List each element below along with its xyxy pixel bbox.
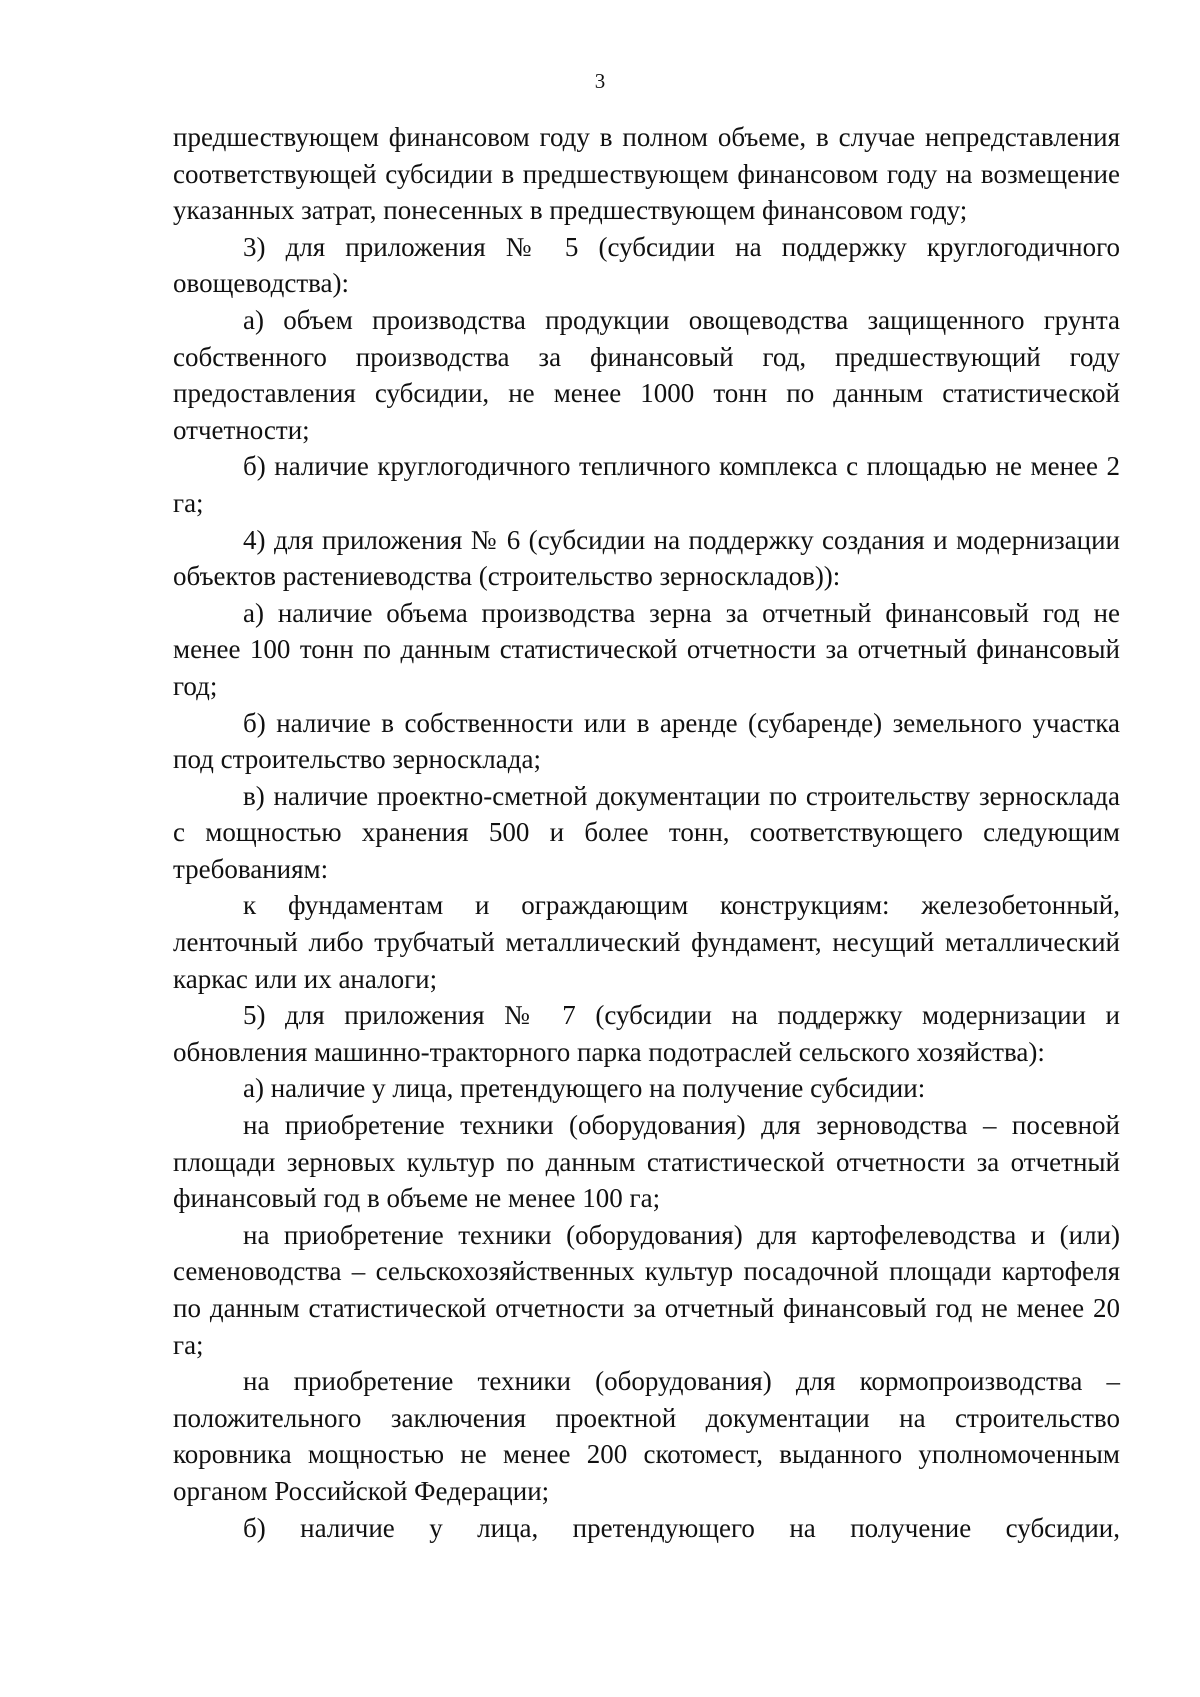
paragraph-fodder-equipment: на приобретение техники (оборудования) для кормопроизводства – положительного заключения проектной документации на строительство коровника мощностью не менее 200 скотомест, выданного уполномоченным органом Российской Федерации; (173, 1366, 1120, 1506)
paragraph-item-4b: б) наличие в собственности или в аренде (субаренде) земельного участка под строительство зерносклада; (173, 707, 1120, 775)
paragraph-continuation: предшествующем финансовом году в полном объеме, в случае непредставления соответствующей субсидии в предшествующем финансовом году на возмещение указанных затрат, понесенных в предшествующем финансовом году; (173, 122, 1120, 226)
paragraph-grain-equipment: на приобретение техники (оборудования) для зерноводства – посевной площади зерновых культур по данным статистической отчетности за отчетный финансовый год в объеме не менее 100 га; (173, 1110, 1120, 1214)
paragraph-item-5b: б) наличие у лица, претендующего на получение субсидии, (243, 1512, 1120, 1543)
paragraph-item-3a: а) объем производства продукции овощеводства защищенного грунта собственного производства за финансовый год, предшествующий году предоставления субсидии, не менее 1000 тонн по данным статистической отчетности; (173, 304, 1120, 445)
paragraph-item-4: 4) для приложения № 6 (субсидии на поддержку создания и модернизации объектов растениеводства (строительство зерноскладов)): (173, 524, 1120, 592)
paragraph-item-5a: а) наличие у лица, претендующего на получение субсидии: (243, 1073, 926, 1104)
document-body (173, 119, 1120, 1546)
paragraph-item-3: 3) для приложения № 5 (субсидии на поддержку круглогодичного овощеводства): (173, 231, 1120, 299)
page-number: 3 (594, 69, 606, 93)
paragraph-item-4a: а) наличие объема производства зерна за отчетный финансовый год не менее 100 тонн по данным статистической отчетности за отчетный финансовый год; (173, 597, 1120, 701)
paragraph-foundation-requirements: к фундаментам и ограждающим конструкциям: железобетонный, ленточный либо трубчатый металлический фундамент, несущий металлический каркас или их аналоги; (173, 890, 1120, 994)
paragraph-item-3b: б) наличие круглогодичного тепличного комплекса с площадью не менее 2 га; (173, 451, 1120, 518)
paragraph-item-5: 5) для приложения № 7 (субсидии на поддержку модернизации и обновления машинно-тракторного парка подотраслей сельского хозяйства): (173, 1000, 1120, 1067)
paragraph-potato-equipment: на приобретение техники (оборудования) для картофелеводства и (или) семеноводства – сельскохозяйственных культур посадочной площади картофеля по данным статистической отчетности за отчетный финансовый год не менее 20 га; (173, 1219, 1120, 1360)
paragraph-item-4v: в) наличие проектно-сметной документации по строительству зерносклада с мощностью хранения 500 и более тонн, соответствующего следующим требованиям: (173, 780, 1120, 884)
